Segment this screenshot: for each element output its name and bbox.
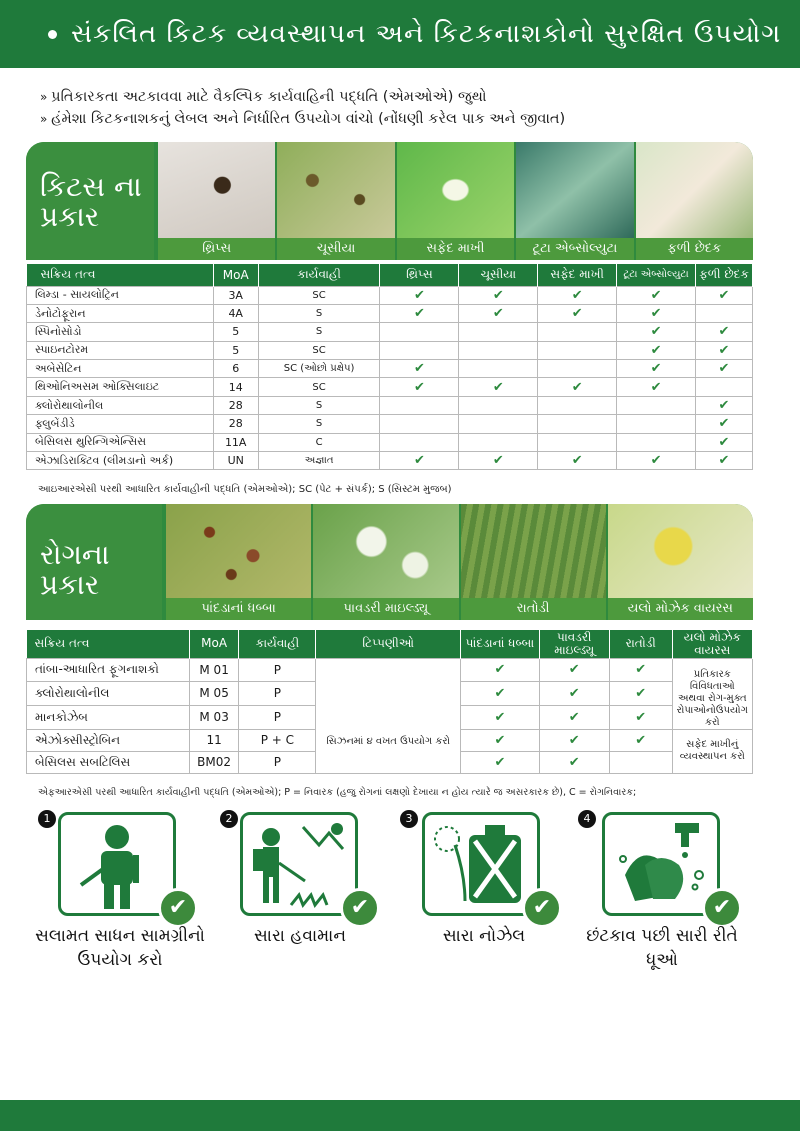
disease-caption: રાતોડી [461,598,606,620]
empty-cell [538,433,617,451]
check-icon: ✔ [617,304,696,322]
step-number: 4 [578,810,596,828]
pest-caption: ટૂટા એબ્સોલ્યુટા [516,238,633,260]
moa-cell: M 05 [189,682,239,706]
col-tuta: ટૂટા એબ્સોલ્યુટા [617,264,696,286]
col-active-ingredient: સક્રિય તત્વ [27,264,214,286]
table-row [27,396,753,414]
check-icon: ✔ [617,286,696,304]
check-icon: ✔ [702,888,742,928]
check-icon: ✔ [617,323,696,341]
empty-cell [380,433,459,451]
ingredient-cell: તાંબા-આધારિત ફૂગનાશકો [27,658,190,682]
table-row [27,433,753,451]
disease-label-line1: રોગના [40,538,110,571]
moa-cell: M 01 [189,658,239,682]
action-cell: અજ્ઞાત [258,452,380,470]
check-icon: ✔ [461,705,540,729]
yellow-mosaic-note: સફેદ માખીનું વ્યવસ્થાપન કરો [672,729,752,773]
moa-cell: 11 [189,729,239,751]
action-cell: P [239,705,316,729]
moa-cell: UN [213,452,258,470]
action-cell: SC [258,378,380,396]
table-row [27,360,753,378]
ingredient-cell: લિમ્ડા - સાયલોટ્રિન [27,286,214,304]
moa-cell: BM02 [189,751,239,773]
step-number: 3 [400,810,418,828]
pest-label-line2: પ્રકાર [40,200,100,233]
moa-cell: 28 [213,396,258,414]
check-icon: ✔ [617,341,696,359]
pest-caption: ફળી છેદક [636,238,753,260]
action-cell: S [258,323,380,341]
check-icon: ✔ [380,304,459,322]
col-comments: ટિપ્પણીઓ [316,630,461,658]
ingredient-cell: બેસિલસ સબટિલિસ [27,751,190,773]
moa-cell: 11A [213,433,258,451]
disease-photo-yellow-mosaic [608,504,753,620]
check-icon: ✔ [538,378,617,396]
comment-cell: સિઝનમાં ૪ વખત ઉપયોગ કરો [316,658,461,773]
check-icon: ✔ [158,888,198,928]
step-caption: સલામત સાધન સામગ્રીનો ઉપયોગ કરો [35,926,205,970]
empty-cell [617,415,696,433]
empty-cell [538,323,617,341]
col-action: કાર્યવાહી [239,630,316,658]
check-icon: ✔ [461,658,540,682]
check-icon: ✔ [696,360,753,378]
pest-caption: થ્રિપ્સ [158,238,275,260]
action-cell: P [239,682,316,706]
safety-steps [0,808,800,978]
disease-photo-powdery-mildew [313,504,458,620]
action-cell: SC (ઓછો પ્રક્ષેપ) [258,360,380,378]
col-moa: MoA [213,264,258,286]
check-icon: ✔ [459,452,538,470]
check-icon: ✔ [461,682,540,706]
empty-cell [380,396,459,414]
step-caption: સારા નોઝેલ [442,926,526,946]
empty-cell [380,415,459,433]
moa-cell: 3A [213,286,258,304]
col-active-ingredient: સક્રિય તત્વ [27,630,190,658]
disease-label-line2: પ્રકાર [40,568,100,601]
check-icon: ✔ [380,286,459,304]
col-leaf-spot: પાંદડાનાં ધબ્બા [461,630,540,658]
step-caption: સારા હવામાન [254,926,346,946]
check-icon: ✔ [539,658,609,682]
ingredient-cell: ક્લોરોથાલોનીલ [27,682,190,706]
pest-photo-sucking [277,142,394,260]
table-row [27,378,753,396]
empty-cell [538,360,617,378]
check-icon: ✔ [609,705,672,729]
col-rust: રાતોડી [609,630,672,658]
check-icon: ✔ [696,286,753,304]
check-icon: ✔ [380,360,459,378]
table-row [27,304,753,322]
check-icon: ✔ [609,682,672,706]
empty-cell [459,360,538,378]
moa-cell: 4A [213,304,258,322]
col-thrips: થ્રિપ્સ [380,264,459,286]
step-number: 2 [220,810,238,828]
page-title: સંકલિત કિટક વ્યવસ્થાપન અને કિટકનાશકોનો સુરક્ષિત ઉપયોગ [71,18,782,49]
ingredient-cell: સ્પિનોસોડો [27,323,214,341]
step-caption: છંટકાવ પછી સારી રીતે ધૂઓ [586,926,738,970]
table-row [27,341,753,359]
check-icon: ✔ [459,304,538,322]
check-icon: ✔ [539,682,609,706]
check-icon: ✔ [696,415,753,433]
moa-cell: 14 [213,378,258,396]
intro [40,86,780,130]
moa-cell: 5 [213,323,258,341]
col-powdery-mildew: પાવડરી માઇલ્ડ્યૂ [539,630,609,658]
moa-cell: M 03 [189,705,239,729]
title-bullet-icon [48,30,57,39]
ingredient-cell: બેસિલસ થુરિન્ગિએન્સિસ [27,433,214,451]
empty-cell [696,304,753,322]
table-row [27,323,753,341]
empty-cell [538,396,617,414]
action-cell: C [258,433,380,451]
ingredient-cell: ફ્લુબેંડીડે [27,415,214,433]
empty-cell [538,341,617,359]
col-action: કાર્યવાહી [258,264,380,286]
col-whitefly: સફેદ માખી [538,264,617,286]
ingredient-cell: એઝાડિરાક્ટિવ (લીમડાનો અર્ક) [27,452,214,470]
disease-types-label [26,504,162,620]
insecticide-table [26,264,753,470]
action-cell: P [239,658,316,682]
pest-photo-tuta [516,142,633,260]
check-icon: ✔ [522,888,562,928]
empty-cell [617,433,696,451]
table2-note: એફઆરએસી પરથી આધારિત કાર્યવાહીની પદ્ધતિ (એમઓએ); P = નિવારક (હજુ રોગનાં લક્ષણો દેખાયા ન હોય ત્યારે જ અસરકારક છે), C = રોગનિવારક; [38,787,637,798]
col-yellow-mosaic: યલો મોઝેક વાયરસ [672,630,752,658]
empty-cell [459,433,538,451]
check-icon: ✔ [459,286,538,304]
disease-types-band [26,504,753,620]
check-icon: ✔ [461,729,540,751]
empty-cell [696,378,753,396]
pest-label-line1: કિટસ ના [40,170,142,203]
empty-cell [459,396,538,414]
check-icon: ✔ [696,341,753,359]
check-icon: ✔ [380,378,459,396]
empty-cell [459,323,538,341]
action-cell: SC [258,286,380,304]
moa-cell: 6 [213,360,258,378]
disease-photo-leaf-spot [166,504,311,620]
pest-photo-pod-borer [636,142,753,260]
check-icon: ✔ [538,304,617,322]
bottom-bar [0,1100,800,1131]
disease-caption: પાવડરી માઇલ્ડ્યૂ [313,598,458,620]
pest-photo-whitefly [397,142,514,260]
check-icon: ✔ [539,751,609,773]
check-icon: ✔ [696,323,753,341]
pest-types-band [26,142,753,260]
check-icon: ✔ [696,433,753,451]
action-cell: S [258,396,380,414]
pest-caption: ચૂસીયા [277,238,394,260]
check-icon: ✔ [617,360,696,378]
check-icon: ✔ [609,658,672,682]
col-pod-borer: ફળી છેદક [696,264,753,286]
disease-caption: પાંદડાનાં ધબ્બા [166,598,311,620]
empty-cell [617,396,696,414]
table1-note: આઇઆરએસી પરથી આધારિત કાર્યવાહીની પદ્ધતિ (એમઓએ); SC (પેટ + સંપર્ક); S (સિસ્ટમ મુજબ) [38,484,452,495]
check-icon: ✔ [340,888,380,928]
check-icon: ✔ [617,378,696,396]
ingredient-cell: અબેસેટિન [27,360,214,378]
col-sucking: ચૂસીયા [459,264,538,286]
action-cell: P [239,751,316,773]
fungicide-table [26,630,753,774]
action-cell: S [258,415,380,433]
check-icon: ✔ [461,751,540,773]
check-icon: ✔ [696,396,753,414]
empty-cell [459,415,538,433]
empty-cell [609,751,672,773]
moa-cell: 28 [213,415,258,433]
table-row [27,415,753,433]
ingredient-cell: ક્લોરોથાલોનીલ [27,396,214,414]
action-cell: P + C [239,729,316,751]
check-icon: ✔ [538,286,617,304]
empty-cell [538,415,617,433]
pest-caption: સફેદ માખી [397,238,514,260]
check-icon: ✔ [539,729,609,751]
check-icon: ✔ [539,705,609,729]
title-bar [0,0,800,68]
empty-cell [380,341,459,359]
pest-photo-thrips [158,142,275,260]
check-icon: ✔ [609,729,672,751]
check-icon: ✔ [617,452,696,470]
table-row [27,452,753,470]
table-row [27,286,753,304]
empty-cell [380,323,459,341]
ingredient-cell: સ્પાઇનટોરમ [27,341,214,359]
intro-line-2: » હંમેશા કિટકનાશકનું લેબલ અને નિર્ધારિત ઉપયોગ વાંચો (નોંધણી કરેલ પાક અને જીવાત) [40,108,780,130]
empty-cell [459,341,538,359]
ingredient-cell: માનકોઝેબ [27,705,190,729]
col-moa: MoA [189,630,239,658]
moa-cell: 5 [213,341,258,359]
check-icon: ✔ [538,452,617,470]
intro-line-1: » પ્રતિકારકતા અટકાવવા માટે વૈકલ્પિક કાર્યવાહિની પદ્ધતિ (એમઓએ) જુથો [40,86,780,108]
action-cell: SC [258,341,380,359]
disease-caption: યલો મોઝેક વાયરસ [608,598,753,620]
disease-photo-rust [461,504,606,620]
ingredient-cell: ડેનોટોફૂરાન [27,304,214,322]
check-icon: ✔ [696,452,753,470]
ingredient-cell: થિઓનિઅસમ ઓક્સિલાઇટ [27,378,214,396]
action-cell: S [258,304,380,322]
step-number: 1 [38,810,56,828]
check-icon: ✔ [380,452,459,470]
table-row [27,658,753,682]
yellow-mosaic-note: પ્રતિકારક વિવિધતાઓ અથવા રોગ-મુક્ત રોપાઓનોઉપયોગ કરો [672,658,752,729]
ingredient-cell: એઝોક્સીસ્ટ્રોબિન [27,729,190,751]
pest-types-label [26,142,154,260]
check-icon: ✔ [459,378,538,396]
